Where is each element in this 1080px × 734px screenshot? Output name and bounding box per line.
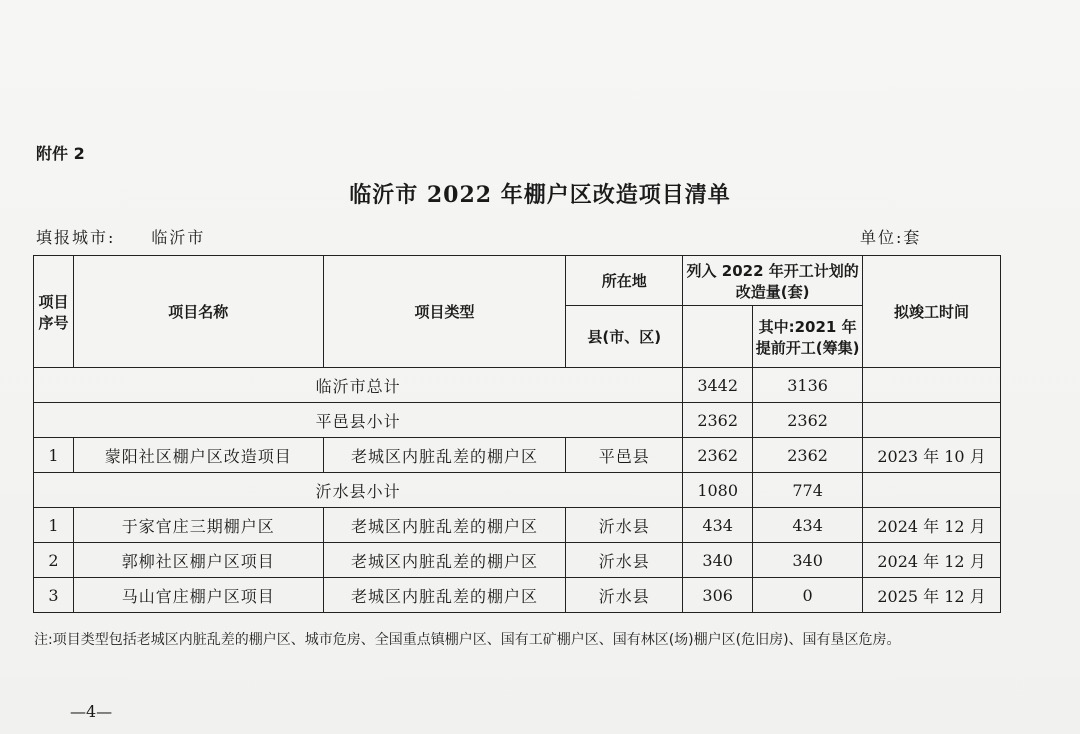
cell-completion: 2025 年 12 月 <box>863 578 1001 613</box>
cell-planned: 340 <box>683 543 753 578</box>
cell-project-name: 郭柳社区棚户区项目 <box>73 543 323 578</box>
header-location: 所在地 <box>566 256 683 306</box>
project-table <box>33 255 1001 613</box>
cell-seq: 2 <box>34 543 74 578</box>
header-type: 项目类型 <box>323 256 566 368</box>
cell-early: 434 <box>753 508 863 543</box>
cell-subtotal-label: 平邑县小计 <box>34 403 683 438</box>
cell-early: 774 <box>753 473 863 508</box>
page-number: —4— <box>70 702 113 721</box>
header-county: 县(市、区) <box>566 306 683 368</box>
cell-seq: 1 <box>34 508 74 543</box>
cell-county: 沂水县 <box>566 543 683 578</box>
cell-seq: 3 <box>34 578 74 613</box>
cell-planned: 3442 <box>683 368 753 403</box>
header-name: 项目名称 <box>73 256 323 368</box>
cell-completion: 2023 年 10 月 <box>863 438 1001 473</box>
cell-project-type: 老城区内脏乱差的棚户区 <box>323 543 566 578</box>
cell-county: 沂水县 <box>566 578 683 613</box>
cell-planned: 2362 <box>683 403 753 438</box>
cell-project-type: 老城区内脏乱差的棚户区 <box>323 438 566 473</box>
cell-planned: 2362 <box>683 438 753 473</box>
cell-project-name: 马山官庄棚户区项目 <box>73 578 323 613</box>
total-row <box>34 368 1001 403</box>
table-body <box>34 368 1001 613</box>
unit-label: 单位:套 <box>860 228 922 247</box>
cell-project-type: 老城区内脏乱差的棚户区 <box>323 578 566 613</box>
cell-project-name: 于家官庄三期棚户区 <box>73 508 323 543</box>
fill-city <box>36 225 205 248</box>
header-planned-blank <box>683 306 753 368</box>
cell-early: 0 <box>753 578 863 613</box>
footnote: 注:项目类型包括老城区内脏乱差的棚户区、城市危房、全国重点镇棚户区、国有工矿棚户区、国有林区(场)棚户区(危旧房)、国有垦区危房。 <box>34 632 901 648</box>
cell-planned: 1080 <box>683 473 753 508</box>
table-row <box>34 578 1001 613</box>
header-completion: 拟竣工时间 <box>863 256 1001 368</box>
table-row <box>34 438 1001 473</box>
fill-city-label: 填报城市: <box>36 228 116 247</box>
cell-early: 2362 <box>753 403 863 438</box>
cell-county: 沂水县 <box>566 508 683 543</box>
header-seq: 项目序号 <box>34 256 74 368</box>
table-row <box>34 543 1001 578</box>
cell-completion-blank <box>863 473 1001 508</box>
subtotal-row <box>34 473 1001 508</box>
cell-completion: 2024 年 12 月 <box>863 543 1001 578</box>
header-early: 其中:2021 年提前开工(筹集) <box>753 306 863 368</box>
cell-early: 2362 <box>753 438 863 473</box>
cell-completion: 2024 年 12 月 <box>863 508 1001 543</box>
cell-early: 3136 <box>753 368 863 403</box>
cell-planned: 306 <box>683 578 753 613</box>
cell-completion-blank <box>863 403 1001 438</box>
cell-early: 340 <box>753 543 863 578</box>
subtotal-row <box>34 403 1001 438</box>
cell-completion-blank <box>863 368 1001 403</box>
cell-planned: 434 <box>683 508 753 543</box>
cell-total-label: 临沂市总计 <box>34 368 683 403</box>
fill-city-value: 临沂市 <box>151 228 206 247</box>
cell-subtotal-label: 沂水县小计 <box>34 473 683 508</box>
cell-project-name: 蒙阳社区棚户区改造项目 <box>73 438 323 473</box>
cell-seq: 1 <box>34 438 74 473</box>
header-planned: 列入 2022 年开工计划的改造量(套) <box>683 256 863 306</box>
attachment-label: 附件 2 <box>36 144 85 163</box>
document-title: 临沂市 2022 年棚户区改造项目清单 <box>349 182 731 208</box>
cell-project-type: 老城区内脏乱差的棚户区 <box>323 508 566 543</box>
header-row-1 <box>34 256 1001 306</box>
cell-county: 平邑县 <box>566 438 683 473</box>
table-row <box>34 508 1001 543</box>
